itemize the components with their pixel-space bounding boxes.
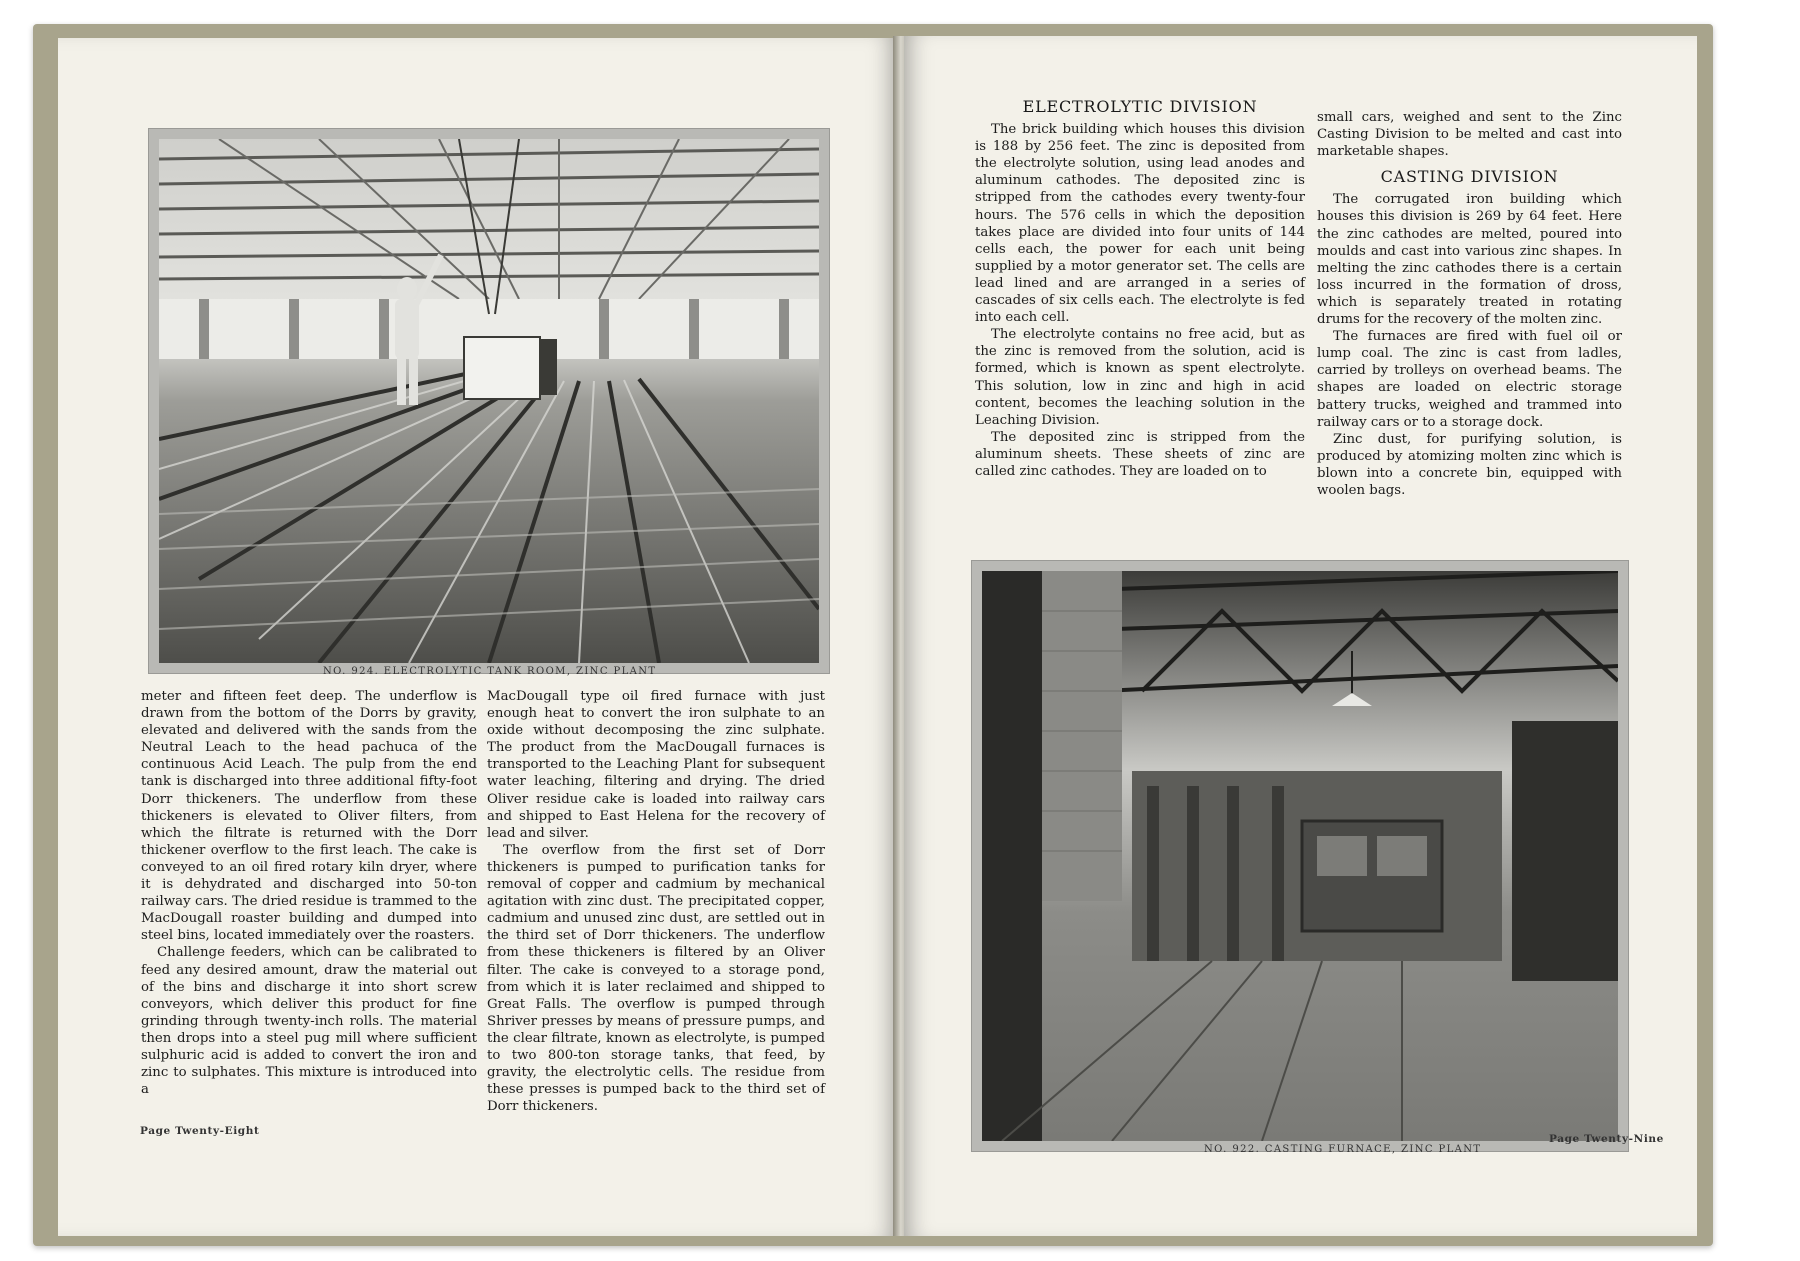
left-column-2 <box>487 688 825 1115</box>
casting-furnace-image <box>982 571 1618 1141</box>
left-column-1 <box>141 688 477 1098</box>
paragraph: The furnaces are fired with fuel oil or lump coal. The zinc is cast from ladles, carried by trolleys on overhead beams. The shapes are loaded on electric storage battery trucks, weighed and trammed into railway cars or to a storage dock. <box>1317 329 1622 430</box>
casting-furnace-illustration <box>982 571 1618 1141</box>
electrolytic-division-heading: ELECTROLYTIC DIVISION <box>1022 97 1258 116</box>
paragraph: The corrugated iron building which houses this division is 269 by 64 feet. Here the zinc cathodes are melted, poured into moulds and cast into various zinc shapes. In melting the zinc cathodes there is a certain loss incurred in the formation of dross, which is separately treated in rotating drums for the recovery of the molten zinc. <box>1317 192 1622 328</box>
tank-room-illustration <box>159 139 819 663</box>
left-page <box>58 38 896 1236</box>
page-number-left: Page Twenty-Eight <box>140 1125 260 1137</box>
paragraph: Zinc dust, for purifying solution, is produced by atomizing molten zinc which is blown into a concrete bin, equipped with woolen bags. <box>1317 431 1622 498</box>
electrolytic-tank-room-photo <box>148 128 830 674</box>
right-photo-caption: NO. 922. CASTING FURNACE, ZINC PLANT <box>1204 1144 1482 1155</box>
paragraph: The brick building which houses this division is 188 by 256 feet. The zinc is deposited from the electrolyte solution, using lead anodes and aluminum cathodes. The deposited zinc is stripped from the cathodes every twenty-four hours. The 576 cells in which the deposition takes place are divided into four units of 144 cells each, the power for each unit being supplied by a motor generator set. The cells are lead lined and are arranged in a series of cascades of six cells each. The electrolyte is fed into each cell. <box>975 122 1305 326</box>
right-page <box>904 36 1697 1236</box>
paragraph: The deposited zinc is stripped from the aluminum sheets. These sheets of zinc are called zinc cathodes. They are loaded on to <box>975 429 1305 479</box>
tank-room-image <box>159 139 819 663</box>
paragraph: MacDougall type oil fired furnace with just enough heat to convert the iron sulphate to an oxide without decomposing the zinc sulphate. The product from the MacDougall furnaces is transported to the Leaching Plant for subsequent water leaching, filtering and drying. The dried Oliver residue cake is loaded into railway cars and shipped to East Helena for the recovery of lead and silver. <box>487 689 825 841</box>
casting-furnace-photo <box>971 560 1629 1152</box>
page-number-right: Page Twenty-Nine <box>1549 1133 1664 1145</box>
paragraph: small cars, weighed and sent to the Zinc Casting Division to be melted and cast into marketable shapes. <box>1317 110 1622 160</box>
casting-division-heading: CASTING DIVISION <box>1380 167 1559 187</box>
paragraph: meter and fifteen feet deep. The underflow is drawn from the bottom of the Dorrs by gravity, elevated and delivered with the sands from the Neutral Leach to the head pachuca of the continuous Acid Leach. The pulp from the end tank is discharged into three additional fifty-foot Dorr thickeners. The underflow from these thickeners is elevated to Oliver filters, from which the filtrate is returned with the Dorr thickener overflow to the first leach. The cake is conveyed to an oil fired rotary kiln dryer, where it is dehydrated and discharged into 50-ton railway cars. The dried residue is trammed to the MacDougall roaster building and dumped into steel bins, located immediately over the roasters. <box>141 689 477 944</box>
paragraph: The electrolyte contains no free acid, but as the zinc is removed from the solution, acid is formed, which is known as spent electrolyte. This solution, low in zinc and high in acid content, becomes the leaching solution in the Leaching Division. <box>975 327 1305 428</box>
paragraph: The overflow from the first set of Dorr thickeners is pumped to purification tanks for removal of copper and cadmium by mechanical agitation with zinc dust. The precipitated copper, cadmium and unused zinc dust, are settled out in the third set of Dorr thickeners. The underflow from these thickeners is filtered by an Oliver filter. The cake is conveyed to a storage pond, from which it is later reclaimed and shipped to Great Falls. The overflow is pumped through Shriver presses by means of pressure pumps, and the clear filtrate, known as electrolyte, is pumped to two 800-ton storage tanks, that feed, by gravity, the electrolytic cells. The residue from these presses is pumped back to the third set of Dorr thickeners. <box>487 842 825 1115</box>
right-column-1 <box>975 98 1305 480</box>
paragraph: Challenge feeders, which can be calibrated to feed any desired amount, draw the material out of the bins and discharge it into short screw conveyors, which deliver this product for fine grinding through twenty-inch rolls. The material then drops into a steel pug mill where sufficient sulphuric acid is added to convert the iron and zinc to sulphates. This mixture is introduced into a <box>141 945 477 1098</box>
right-column-2 <box>1317 109 1622 499</box>
left-photo-caption: NO. 924. ELECTROLYTIC TANK ROOM, ZINC PLANT <box>323 666 657 677</box>
